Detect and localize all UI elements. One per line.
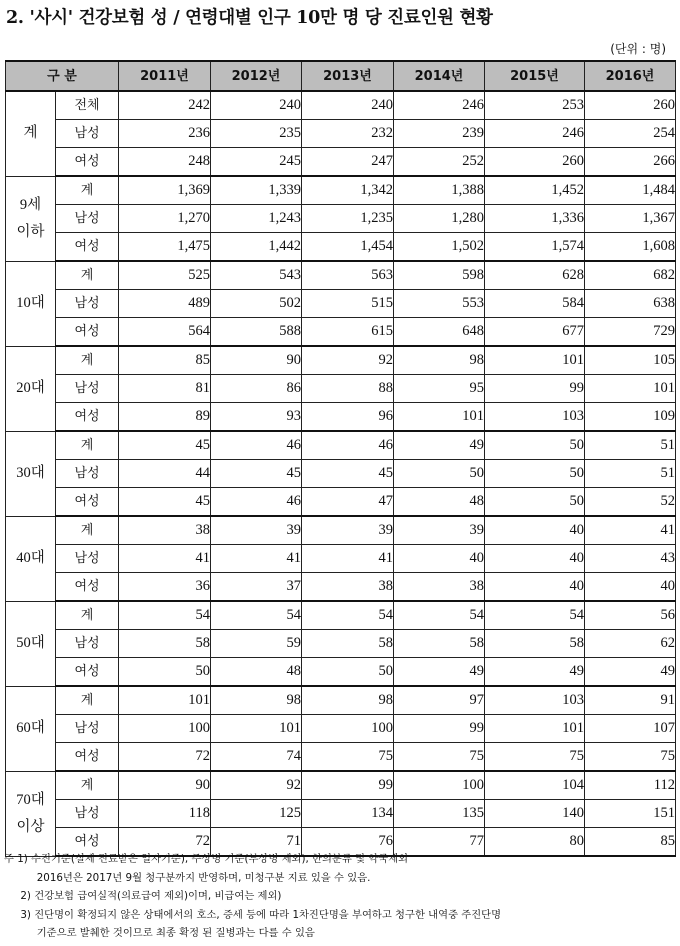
table-row [6, 460, 676, 488]
row-label: 여성 [56, 488, 119, 517]
table-cell: 543 [211, 261, 302, 290]
table-cell: 54 [119, 601, 211, 630]
table-row [6, 573, 676, 602]
table-cell: 80 [485, 828, 585, 857]
table-cell: 103 [485, 686, 585, 715]
table-cell: 563 [302, 261, 394, 290]
table-cell: 235 [211, 120, 302, 148]
group-label: 계 [6, 91, 56, 176]
table-cell: 74 [211, 743, 302, 772]
table-row [6, 403, 676, 432]
table-row [6, 318, 676, 347]
table-cell: 98 [211, 686, 302, 715]
footnote-line: 주 1) 수진기준(실제 진료받은 일자기준), 주상병 기준(부상병 제외), 한의분류 및 약국제외 [4, 853, 409, 865]
table-cell: 58 [485, 630, 585, 658]
header-year: 2011년 [119, 61, 211, 91]
table-cell: 48 [211, 658, 302, 687]
table-cell: 48 [394, 488, 485, 517]
header-year: 2013년 [302, 61, 394, 91]
table-cell: 682 [585, 261, 676, 290]
table-row [6, 290, 676, 318]
table-cell: 45 [211, 460, 302, 488]
group-label: 60대 [6, 686, 56, 771]
row-label: 남성 [56, 375, 119, 403]
group-label: 20대 [6, 346, 56, 431]
table-cell: 39 [394, 516, 485, 545]
table-cell: 58 [394, 630, 485, 658]
table-cell: 90 [211, 346, 302, 375]
table-cell: 85 [585, 828, 676, 857]
table-cell: 1,235 [302, 205, 394, 233]
table-cell: 43 [585, 545, 676, 573]
group-label: 40대 [6, 516, 56, 601]
table-cell: 45 [302, 460, 394, 488]
table-cell: 98 [394, 346, 485, 375]
table-row [6, 488, 676, 517]
table-cell: 240 [302, 91, 394, 120]
row-label: 남성 [56, 545, 119, 573]
table-cell: 75 [485, 743, 585, 772]
page-title: 2. '사시' 건강보험 성 / 연령대별 인구 10만 명 당 진료인원 현황 [6, 8, 493, 28]
table-cell: 648 [394, 318, 485, 347]
group-label: 70대 이상 [6, 771, 56, 856]
table-cell: 1,243 [211, 205, 302, 233]
row-label: 여성 [56, 828, 119, 857]
table-row [6, 771, 676, 800]
table-cell: 72 [119, 743, 211, 772]
table-cell: 101 [585, 375, 676, 403]
table-cell: 101 [211, 715, 302, 743]
table-cell: 92 [302, 346, 394, 375]
table-cell: 41 [585, 516, 676, 545]
table-cell: 40 [485, 516, 585, 545]
table-header-row [6, 61, 676, 91]
table-row [6, 176, 676, 205]
table-cell: 62 [585, 630, 676, 658]
table-row [6, 545, 676, 573]
table-cell: 59 [211, 630, 302, 658]
table-cell: 1,502 [394, 233, 485, 262]
table-cell: 598 [394, 261, 485, 290]
row-label: 남성 [56, 120, 119, 148]
row-label: 남성 [56, 460, 119, 488]
table-cell: 45 [119, 488, 211, 517]
table-cell: 101 [485, 346, 585, 375]
table-cell: 489 [119, 290, 211, 318]
header-year: 2014년 [394, 61, 485, 91]
table-cell: 54 [485, 601, 585, 630]
table-cell: 86 [211, 375, 302, 403]
group-label: 10대 [6, 261, 56, 346]
table-cell: 52 [585, 488, 676, 517]
row-label: 계 [56, 261, 119, 290]
table-cell: 37 [211, 573, 302, 602]
table-cell: 93 [211, 403, 302, 432]
table-cell: 100 [394, 771, 485, 800]
table-cell: 54 [394, 601, 485, 630]
footnote-line: 3) 진단명이 확정되지 않은 상태에서의 호소, 증세 등에 따라 1차진단명을 부여하고 청구한 내역중 주진단명 [4, 908, 502, 921]
row-label: 계 [56, 771, 119, 800]
table-cell: 50 [485, 431, 585, 460]
table-cell: 39 [211, 516, 302, 545]
table-cell: 151 [585, 800, 676, 828]
table-cell: 515 [302, 290, 394, 318]
table-cell: 1,608 [585, 233, 676, 262]
table-cell: 91 [585, 686, 676, 715]
row-label: 전체 [56, 91, 119, 120]
table-cell: 88 [302, 375, 394, 403]
table-row [6, 630, 676, 658]
table-cell: 253 [485, 91, 585, 120]
table-cell: 49 [585, 658, 676, 687]
table-row [6, 91, 676, 120]
table-cell: 1,452 [485, 176, 585, 205]
table-cell: 502 [211, 290, 302, 318]
table-cell: 72 [119, 828, 211, 857]
table-cell: 41 [119, 545, 211, 573]
table-cell: 54 [302, 601, 394, 630]
table-cell: 99 [485, 375, 585, 403]
table-cell: 1,484 [585, 176, 676, 205]
table-cell: 36 [119, 573, 211, 602]
table-row [6, 516, 676, 545]
table-cell: 1,388 [394, 176, 485, 205]
table-cell: 75 [585, 743, 676, 772]
table-row [6, 233, 676, 262]
table-cell: 101 [485, 715, 585, 743]
table-cell: 1,574 [485, 233, 585, 262]
table-cell: 38 [119, 516, 211, 545]
row-label: 남성 [56, 800, 119, 828]
row-label: 계 [56, 601, 119, 630]
table-cell: 71 [211, 828, 302, 857]
table-cell: 99 [394, 715, 485, 743]
table-cell: 112 [585, 771, 676, 800]
table-cell: 247 [302, 148, 394, 177]
table-cell: 50 [394, 460, 485, 488]
table-cell: 677 [485, 318, 585, 347]
table-cell: 564 [119, 318, 211, 347]
table-cell: 1,367 [585, 205, 676, 233]
table-cell: 40 [485, 573, 585, 602]
table-cell: 100 [119, 715, 211, 743]
table-cell: 134 [302, 800, 394, 828]
stats-table [5, 60, 676, 857]
table-cell: 97 [394, 686, 485, 715]
table-cell: 105 [585, 346, 676, 375]
table-row [6, 601, 676, 630]
footnote-line: 기준으로 발췌한 것이므로 최종 확정 된 질병과는 다를 수 있음 [4, 927, 315, 939]
table-cell: 98 [302, 686, 394, 715]
table-cell: 96 [302, 403, 394, 432]
table-cell: 1,342 [302, 176, 394, 205]
table-cell: 50 [119, 658, 211, 687]
table-cell: 58 [119, 630, 211, 658]
table-row [6, 148, 676, 177]
row-label: 여성 [56, 743, 119, 772]
table-cell: 107 [585, 715, 676, 743]
unit-label: (단위 : 명) [610, 42, 666, 56]
table-cell: 49 [485, 658, 585, 687]
row-label: 계 [56, 431, 119, 460]
table-cell: 103 [485, 403, 585, 432]
table-row [6, 431, 676, 460]
table-cell: 628 [485, 261, 585, 290]
group-label: 30대 [6, 431, 56, 516]
row-label: 계 [56, 176, 119, 205]
table-row [6, 715, 676, 743]
table-cell: 45 [119, 431, 211, 460]
table-cell: 240 [211, 91, 302, 120]
row-label: 여성 [56, 403, 119, 432]
table-cell: 77 [394, 828, 485, 857]
row-label: 여성 [56, 318, 119, 347]
table-cell: 50 [485, 488, 585, 517]
row-label: 여성 [56, 233, 119, 262]
table-row [6, 375, 676, 403]
table-cell: 41 [302, 545, 394, 573]
row-label: 여성 [56, 148, 119, 177]
table-cell: 75 [394, 743, 485, 772]
table-row [6, 120, 676, 148]
row-label: 남성 [56, 715, 119, 743]
footnote-line: 2016년은 2017년 9월 청구분까지 반영하며, 미청구분 지료 있을 수 있음. [4, 871, 371, 884]
table-cell: 44 [119, 460, 211, 488]
table-cell: 260 [485, 148, 585, 177]
table-cell: 50 [302, 658, 394, 687]
table-cell: 118 [119, 800, 211, 828]
table-cell: 101 [119, 686, 211, 715]
table-cell: 236 [119, 120, 211, 148]
table-cell: 95 [394, 375, 485, 403]
table-row [6, 800, 676, 828]
table-cell: 40 [394, 545, 485, 573]
table-cell: 90 [119, 771, 211, 800]
table-cell: 51 [585, 460, 676, 488]
table-cell: 85 [119, 346, 211, 375]
table-cell: 100 [302, 715, 394, 743]
table-cell: 588 [211, 318, 302, 347]
table-cell: 135 [394, 800, 485, 828]
table-cell: 1,280 [394, 205, 485, 233]
table-cell: 239 [394, 120, 485, 148]
row-label: 남성 [56, 630, 119, 658]
table-cell: 1,442 [211, 233, 302, 262]
table-cell: 109 [585, 403, 676, 432]
row-label: 여성 [56, 658, 119, 687]
table-cell: 38 [394, 573, 485, 602]
table-row [6, 346, 676, 375]
row-label: 계 [56, 346, 119, 375]
table-row [6, 658, 676, 687]
table-cell: 252 [394, 148, 485, 177]
group-label: 50대 [6, 601, 56, 686]
table-body [6, 91, 676, 856]
row-label: 계 [56, 686, 119, 715]
table-cell: 46 [302, 431, 394, 460]
table-cell: 75 [302, 743, 394, 772]
table-cell: 54 [211, 601, 302, 630]
row-label: 여성 [56, 573, 119, 602]
row-label: 남성 [56, 290, 119, 318]
table-cell: 46 [211, 488, 302, 517]
footnotes [4, 850, 676, 943]
table-cell: 615 [302, 318, 394, 347]
table-cell: 47 [302, 488, 394, 517]
table-cell: 39 [302, 516, 394, 545]
table-cell: 584 [485, 290, 585, 318]
table-cell: 92 [211, 771, 302, 800]
table-cell: 49 [394, 431, 485, 460]
table-cell: 266 [585, 148, 676, 177]
table-row [6, 743, 676, 772]
table-cell: 140 [485, 800, 585, 828]
table-cell: 40 [585, 573, 676, 602]
row-label: 계 [56, 516, 119, 545]
table-cell: 40 [485, 545, 585, 573]
table-cell: 49 [394, 658, 485, 687]
header-year: 2015년 [485, 61, 585, 91]
table-cell: 232 [302, 120, 394, 148]
table-cell: 246 [394, 91, 485, 120]
table-cell: 242 [119, 91, 211, 120]
table-cell: 104 [485, 771, 585, 800]
header-year: 2012년 [211, 61, 302, 91]
table-cell: 76 [302, 828, 394, 857]
table-cell: 101 [394, 403, 485, 432]
table-cell: 125 [211, 800, 302, 828]
table-cell: 38 [302, 573, 394, 602]
table-cell: 1,369 [119, 176, 211, 205]
table-cell: 99 [302, 771, 394, 800]
table-row [6, 205, 676, 233]
table-cell: 89 [119, 403, 211, 432]
table-cell: 1,270 [119, 205, 211, 233]
table-cell: 1,339 [211, 176, 302, 205]
table-cell: 248 [119, 148, 211, 177]
table-cell: 638 [585, 290, 676, 318]
table-cell: 50 [485, 460, 585, 488]
table-cell: 1,336 [485, 205, 585, 233]
table-cell: 1,475 [119, 233, 211, 262]
footnote-line: 2) 건강보험 급여실적(의료급여 제외)이며, 비급여는 제외) [4, 890, 282, 902]
table-cell: 553 [394, 290, 485, 318]
table-cell: 58 [302, 630, 394, 658]
table-cell: 246 [485, 120, 585, 148]
table-cell: 245 [211, 148, 302, 177]
header-group: 구 분 [6, 61, 119, 91]
row-label: 남성 [56, 205, 119, 233]
table-row [6, 261, 676, 290]
table-row [6, 686, 676, 715]
table-cell: 81 [119, 375, 211, 403]
group-label: 9세 이하 [6, 176, 56, 261]
table-cell: 51 [585, 431, 676, 460]
table-cell: 1,454 [302, 233, 394, 262]
table-cell: 260 [585, 91, 676, 120]
table-cell: 729 [585, 318, 676, 347]
table-cell: 46 [211, 431, 302, 460]
header-year: 2016년 [585, 61, 676, 91]
table-cell: 56 [585, 601, 676, 630]
table-cell: 41 [211, 545, 302, 573]
table-cell: 254 [585, 120, 676, 148]
table-cell: 525 [119, 261, 211, 290]
